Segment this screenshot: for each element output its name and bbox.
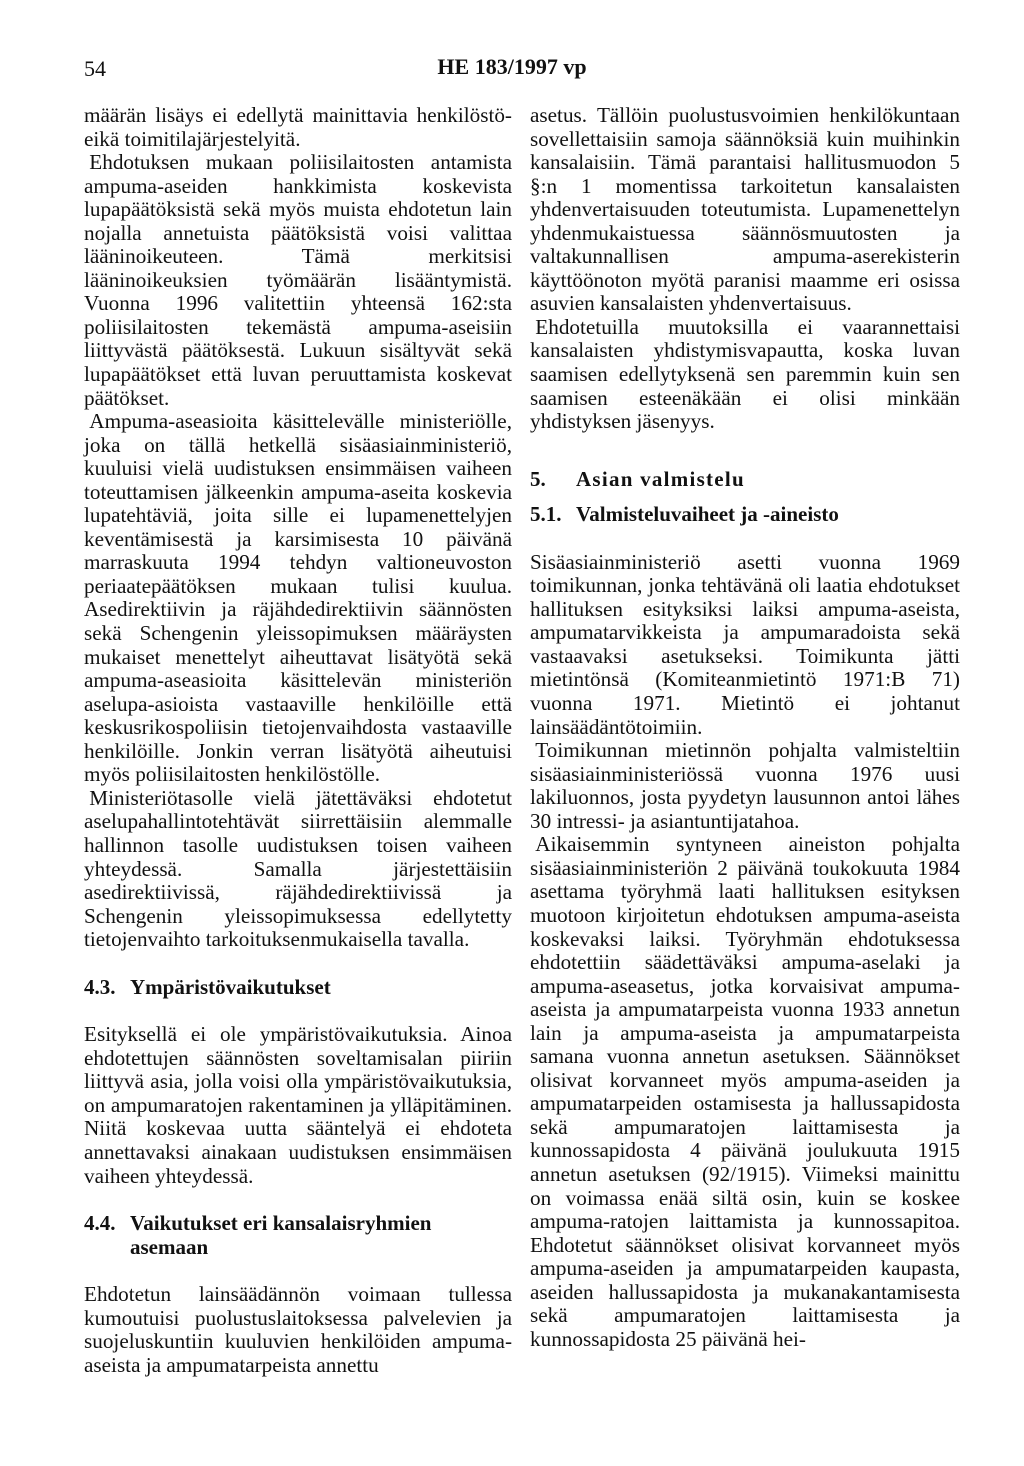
section-heading bbox=[530, 468, 960, 492]
left-column bbox=[84, 104, 512, 1377]
paragraph: Ehdotuksen mukaan poliisilaitosten antamista ampuma-aseiden hankkimista koskevista lupapäätöksistä sekä myös muista ehdotetun lain nojalla annetuista päätöksistä voisi valittaa lääninoikeuteen. Tämä merkitsisi lääninoikeuksien työmäärän lisääntymistä. Vuonna 1996 valitettiin yhteensä 162:sta poliisilaitosten tekemästä ampuma-aseisiin liittyvästä päätöksestä. Lukuun sisältyvät sekä lupapäätökset että luvan peruuttamista koskevat päätökset. bbox=[84, 150, 512, 410]
paragraph: Ehdotetun lainsäädännön voimaan tullessa kumoutuisi puolustuslaitoksessa palvelevien ja suojeluskuntiin kuuluvien henkilöiden ampuma-aseista ja ampumatarpeista annettu bbox=[84, 1282, 512, 1377]
paragraph: asetus. Tällöin puolustusvoimien henkilökuntaan sovellettaisiin samoja säännöksiä kuin muihinkin kansalaisiin. Tämä parantaisi hallitusmuodon 5 §:n 1 momentissa tarkoitetun kansalaisten yhdenvertaisuuden toteutumista. Lupamenettelyn yhdenmukaistuessa säännösmuutosten ja valtakunnallisen ampuma-aserekisterin käyttöönoton myötä paranisi maamme eri osissa asuvien kansalaisten yhdenvertaisuus. bbox=[530, 103, 960, 316]
page-number: 54 bbox=[84, 56, 106, 81]
section-title: Asian valmistelu bbox=[576, 466, 745, 491]
section-heading bbox=[530, 503, 960, 527]
document-id: HE 183/1997 vp bbox=[437, 54, 587, 79]
paragraph: määrän lisäys ei edellytä mainittavia henkilöstö- eikä toimitilajärjestelyitä. bbox=[84, 103, 512, 151]
section-heading bbox=[84, 1212, 512, 1259]
section-number: 4.4. bbox=[84, 1211, 116, 1236]
paragraph: Toimikunnan mietinnön pohjalta valmisteltiin sisäasiainministeriössä vuonna 1976 uusi lakiluonnos, josta pyydetyn lausunnon antoi lähes 30 intressi- ja asiantuntijatahoa. bbox=[530, 738, 960, 833]
section-number: 5. bbox=[530, 466, 546, 491]
paragraph: Ministeriötasolle vielä jätettäväksi ehdotetut aselupahallintotehtävät siirrettäisiin alemmalle hallinnon tasolle uudistuksen toisen vaiheen yhteydessä. Samalla järjestettäisiin asedirektiivissä, räjähdedirektiivissä ja Schengenin yleissopimuksessa edellytetty tietojenvaihto tarkoituksenmukaisella tavalla. bbox=[84, 785, 512, 952]
section-title: Ympäristövaikutukset bbox=[130, 974, 331, 999]
paragraph: Sisäasiainministeriö asetti vuonna 1969 toimikunnan, jonka tehtävänä oli laatia ehdotukset hallituksen esityksiksi laiksi ampuma-aseista, ampumatarvikkeista ja ampumaradoista sekä vastaavaksi asetukseksi. Toimikunta jätti mietintönsä (Komiteanmietintö 1971:B 71) vuonna 1971. Mietintö ei johtanut lainsäädäntötoimiin. bbox=[530, 549, 960, 739]
section-heading bbox=[84, 976, 512, 1000]
paragraph: Aikaisemmin syntyneen aineiston pohjalta sisäasiainministeriön 2 päivänä toukokuuta 1984 asettama työryhmä laati hallituksen esityksen muotoon kirjoitetun ehdotuksen ampuma-aseista koskevaksi laiksi. Työryhmän ehdotuksessa ehdotettiin säädettäväksi ampuma-aselaki ja ampuma-aseasetus, jotka korvaisivat ampuma-aseista ja ampumatarpeista vuonna 1933 annetun lain ja ampuma-aseista ja ampumatarpeista samana vuonna annetun asetuksen. Säännökset olisivat korvanneet myös ampuma-aseiden ja ampumatarpeiden ostamisesta ja hallussapidosta sekä ampumaratojen laittamisesta ja kunnossapidosta 4 päivänä joulukuuta 1915 annetun asetuksen (92/1915). Viimeksi mainittu on voimassa enää siltä osin, kuin se koskee ampuma-ratojen laittamista ja kunnossapitoa. Ehdotetut säännökset olisivat korvanneet myös ampuma-aseiden ja ampumatarpeiden kaupasta, aseiden hallussapidosta ja mukanakantamisesta sekä ampumaratojen laittamisesta ja kunnossapidosta 25 päivänä hei- bbox=[530, 832, 960, 1351]
right-column bbox=[530, 104, 960, 1351]
section-number: 5.1. bbox=[530, 502, 562, 527]
paragraph: Esityksellä ei ole ympäristövaikutuksia. Ainoa ehdotettujen säännösten soveltamisalan piiriin liittyvä asia, jolla voisi olla ympäristövaikutuksia, on ampumaratojen rakentaminen ja ylläpitäminen. Niitä koskevaa uutta sääntelyä ei ehdoteta annettavaksi ainakaan uudistuksen ensimmäisen vaiheen yhteydessä. bbox=[84, 1022, 512, 1188]
section-number: 4.3. bbox=[84, 974, 116, 999]
paragraph: Ehdotetuilla muutoksilla ei vaarannettaisi kansalaisten yhdistymisvapautta, koska luvan saamisen edellytyksenä sen paremmin kuin sen saamisen esteenäkään ei olisi minkään yhdistyksen jäsenyys. bbox=[530, 314, 960, 434]
section-title: Valmisteluvaiheet ja -aineisto bbox=[576, 502, 839, 527]
paragraph: Ampuma-aseasioita käsittelevälle ministeriölle, joka on tällä hetkellä sisäasiainministeriö, kuuluisi vielä uudistuksen ensimmäisen vaiheen toteuttamisen jälkeenkin ampuma-aseita koskevia lupatehtäviä, joita sille ei lupamenettelyjen keventämisestä ja karsimisesta 10 päivänä marraskuuta 1994 tehdyn valtioneuvoston periaatepäätöksen mukaan tulisi kuulua. Asedirektiivin ja räjähdedirektiivin säännösten sekä Schengenin yleissopimuksen määräysten mukaiset menettelyt aiheuttavat lisätyötä sekä ampuma-aseasioita käsittelevän ministeriön aselupa-asioista vastaaville henkilöille että keskusrikospoliisin tietojenvaihdosta vastaaville henkilöille. Jonkin verran lisätyötä aiheutuisi myös poliisilaitosten henkilöstölle. bbox=[84, 409, 512, 787]
section-title: Vaikutukset eri kansalaisryhmien asemaan bbox=[130, 1211, 432, 1259]
